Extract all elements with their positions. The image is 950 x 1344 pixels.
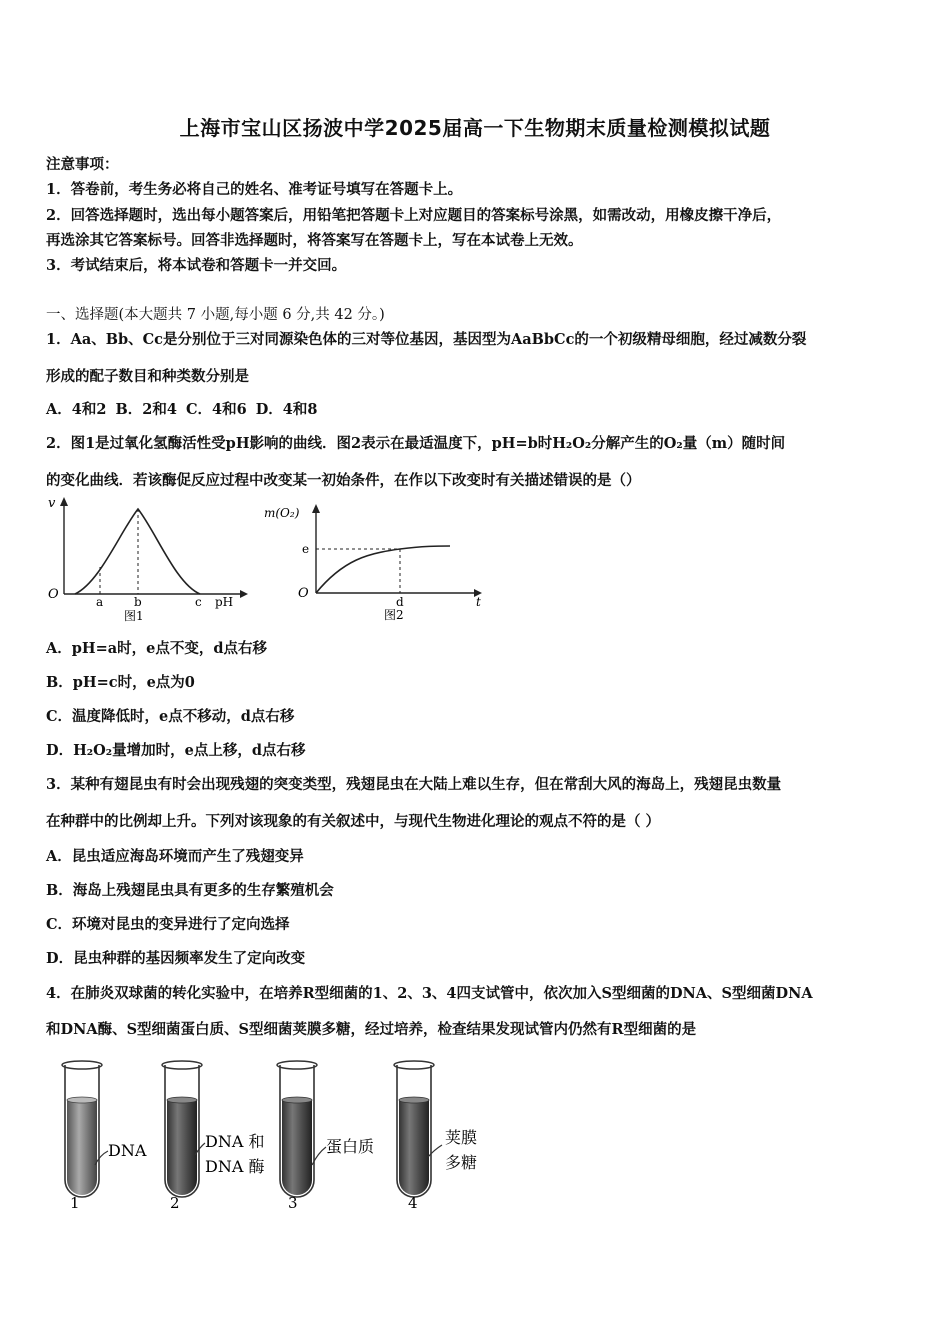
tick-b: b	[134, 595, 142, 609]
notice-item: 2．回答选择题时，选出每小题答案后，用铅笔把答题卡上对应题目的答案标号涂黑，如需改动，用橡皮擦干净后，	[46, 207, 782, 224]
y-axis-arrow	[312, 504, 320, 513]
page-title: 上海市宝山区扬波中学2025届高一下生物期末质量检测模拟试题	[179, 116, 771, 140]
tick-a: a	[96, 595, 104, 609]
notice-heading: 注意事项：	[46, 156, 119, 173]
ylabel: m(O₂)	[264, 506, 300, 520]
origin-label: O	[48, 587, 59, 602]
question-3-text: 在种群中的比例却上升。下列对该现象的有关叙述中，与现代生物进化理论的观点不符的是（ ）	[46, 813, 661, 830]
test-tube-1	[62, 1061, 108, 1197]
ylabel: v	[48, 496, 56, 511]
figure-1-ph-curve	[40, 492, 260, 627]
tube-2-label-line1: DNA 和	[205, 1132, 265, 1151]
question-2-option: D．H₂O₂量增加时，e点上移，d点右移	[46, 742, 306, 759]
xlabel: t	[476, 595, 481, 609]
ymark-e: e	[302, 542, 310, 556]
notice-item: 3．考试结束后，将本试卷和答题卡一并交回。	[46, 257, 347, 274]
test-tubes-figure	[50, 1055, 510, 1220]
question-1-text: 1．Aa、Bb、Cc是分别位于三对同源染色体的三对等位基因，基因型为AaBbCc的一个初级精母细胞，经过减数分裂	[46, 331, 807, 348]
tube-4-label-line2: 多糖	[445, 1153, 478, 1172]
y-axis-arrow	[60, 497, 68, 506]
x-axis-arrow	[240, 590, 248, 598]
tick-d: d	[396, 595, 404, 609]
tick-c: c	[195, 595, 202, 609]
tube-4-number: 4	[408, 1194, 418, 1212]
question-4-text: 4．在肺炎双球菌的转化实验中，在培养R型细菌的1、2、3、4四支试管中，依次加入S型细菌的DNA、S型细菌DNA	[46, 985, 813, 1002]
tube-3-label: 蛋白质	[326, 1137, 375, 1156]
question-1-options: A．4和2 B．2和4 C．4和6 D．4和8	[46, 401, 318, 418]
figure-2-oxygen-curve	[258, 495, 493, 630]
question-2-text: 2．图1是过氧化氢酶活性受pH影响的曲线．图2表示在最适温度下，pH=b时H₂O₂分解产生的O₂量（m）随时间	[46, 435, 786, 452]
question-2-option: A．pH=a时，e点不变，d点右移	[46, 640, 267, 657]
question-3-option: A．昆虫适应海岛环境而产生了残翅变异	[46, 848, 304, 865]
question-4-text: 和DNA酶、S型细菌蛋白质、S型细菌荚膜多糖，经过培养，检查结果发现试管内仍然有R型细菌的是	[46, 1021, 697, 1038]
oxygen-curve	[316, 546, 450, 593]
tube-2-number: 2	[170, 1194, 180, 1212]
caption: 图2	[384, 608, 404, 622]
test-tube-4	[394, 1061, 442, 1197]
question-3-text: 3．某种有翅昆虫有时会出现残翅的突变类型，残翅昆虫在大陆上难以生存，但在常刮大风的海岛上，残翅昆虫数量	[46, 776, 782, 793]
tube-3-number: 3	[288, 1194, 298, 1212]
question-2-option: B．pH=c时，e点为0	[46, 674, 195, 691]
test-tube-2	[162, 1061, 205, 1197]
question-1-text: 形成的配子数目和种类数分别是	[46, 368, 249, 385]
notice-item: 1．答卷前，考生务必将自己的姓名、准考证号填写在答题卡上。	[46, 181, 463, 198]
tube-2-label-line2: DNA 酶	[205, 1157, 265, 1176]
caption: 图1	[124, 609, 144, 623]
question-2-option: C．温度降低时，e点不移动，d点右移	[46, 708, 295, 725]
origin-label: O	[298, 586, 309, 601]
question-2-text: 的变化曲线．若该酶促反应过程中改变某一初始条件，在作以下改变时有关描述错误的是（）	[46, 472, 641, 489]
section-heading: 一、选择题(本大题共 7 小题,每小题 6 分,共 42 分。)	[46, 307, 385, 323]
question-3-option: D．昆虫种群的基因频率发生了定向改变	[46, 950, 306, 967]
tube-4-label-line1: 荚膜	[445, 1128, 478, 1147]
xlabel: pH	[215, 595, 234, 609]
test-tube-3	[277, 1061, 326, 1197]
notice-item: 再选涂其它答案标号。回答非选择题时，将答案写在答题卡上，写在本试卷上无效。	[46, 232, 583, 249]
question-3-option: B．海岛上残翅昆虫具有更多的生存繁殖机会	[46, 882, 334, 899]
tube-1-number: 1	[70, 1194, 80, 1212]
label-leader	[428, 1145, 442, 1157]
question-3-option: C．环境对昆虫的变异进行了定向选择	[46, 916, 290, 933]
tube-1-label: DNA	[108, 1141, 147, 1160]
